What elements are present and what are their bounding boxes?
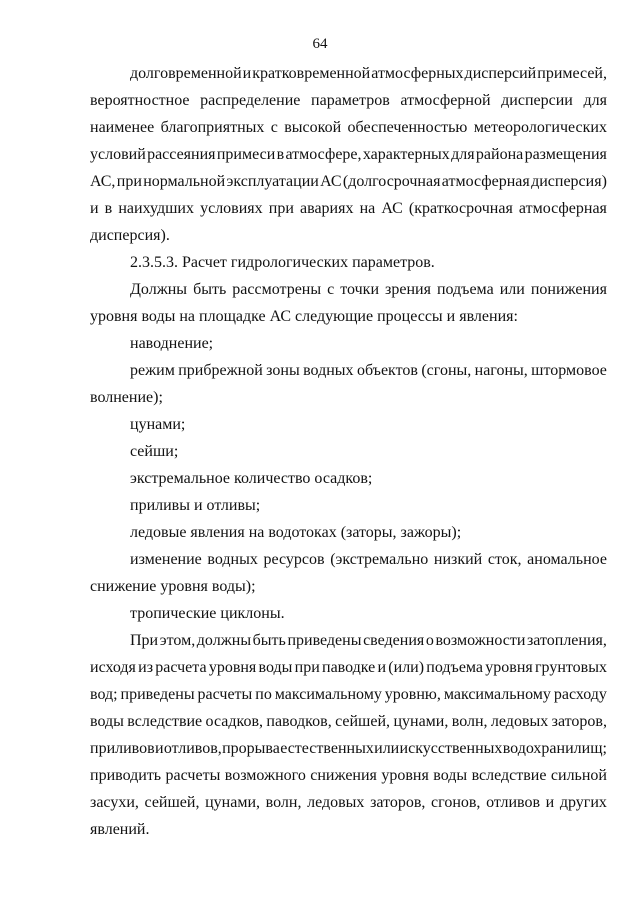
section-heading: 2.3.5.3. Расчет гидрологических параметров. [130,254,435,271]
text-line: волнение); [90,389,163,406]
text-line: исходя из расчета уровня воды при паводке и (или) подъема уровня грунтовых [90,659,607,676]
text-line: явлений. [90,821,150,838]
list-item: цунами; [130,416,186,433]
list-item: изменение водных ресурсов (экстремально низкий сток, аномальное [130,551,607,568]
text-line: условий рассеяния примеси в атмосфере, характерных для района размещения [90,146,607,163]
text-line: Должны быть рассмотрены с точки зрения подъема или понижения [130,281,607,298]
text-line: снижение уровня воды); [90,578,256,595]
text-line: долговременной и кратковременной атмосферных дисперсий примесей, [130,65,607,82]
page-number: 64 [312,36,328,52]
text-line: приводить расчеты возможного снижения уровня воды вследствие сильной [90,767,607,784]
text-line: вод; приведены расчеты по максимальному уровню, максимальному расходу [90,686,607,703]
list-item: режим прибрежной зоны водных объектов (сгоны, нагоны, штормовое [130,362,607,379]
list-item: тропические циклоны. [130,605,285,622]
list-item: ледовые явления на водотоках (заторы, зажоры); [130,524,462,541]
text-line: приливов и отливов, прорыва естественных или искусственных водохранилищ; [90,740,607,757]
text-line: и в наихудших условиях при авариях на АС (краткосрочная атмосферная [90,200,607,217]
list-item: экстремальное количество осадков; [130,470,373,487]
text-line: АС, при нормальной эксплуатации АС (долгосрочная атмосферная дисперсия) [90,173,607,190]
text-line: вероятностное распределение параметров атмосферной дисперсии для [90,92,607,109]
list-item: приливы и отливы; [130,497,261,514]
list-item: сейши; [130,443,179,460]
text-line: засухи, сейшей, цунами, волн, ледовых заторов, сгонов, отливов и других [90,794,607,811]
list-item: наводнение; [130,335,214,352]
text-line: дисперсия). [90,227,170,244]
text-line: воды вследствие осадков, паводков, сейшей, цунами, волн, ледовых заторов, [90,713,607,730]
text-line: наименее благоприятных с высокой обеспеченностью метеорологических [90,119,607,136]
text-line: При этом, должны быть приведены сведения о возможности затопления, [130,632,607,649]
text-line: уровня воды на площадке АС следующие процессы и явления: [90,308,518,325]
